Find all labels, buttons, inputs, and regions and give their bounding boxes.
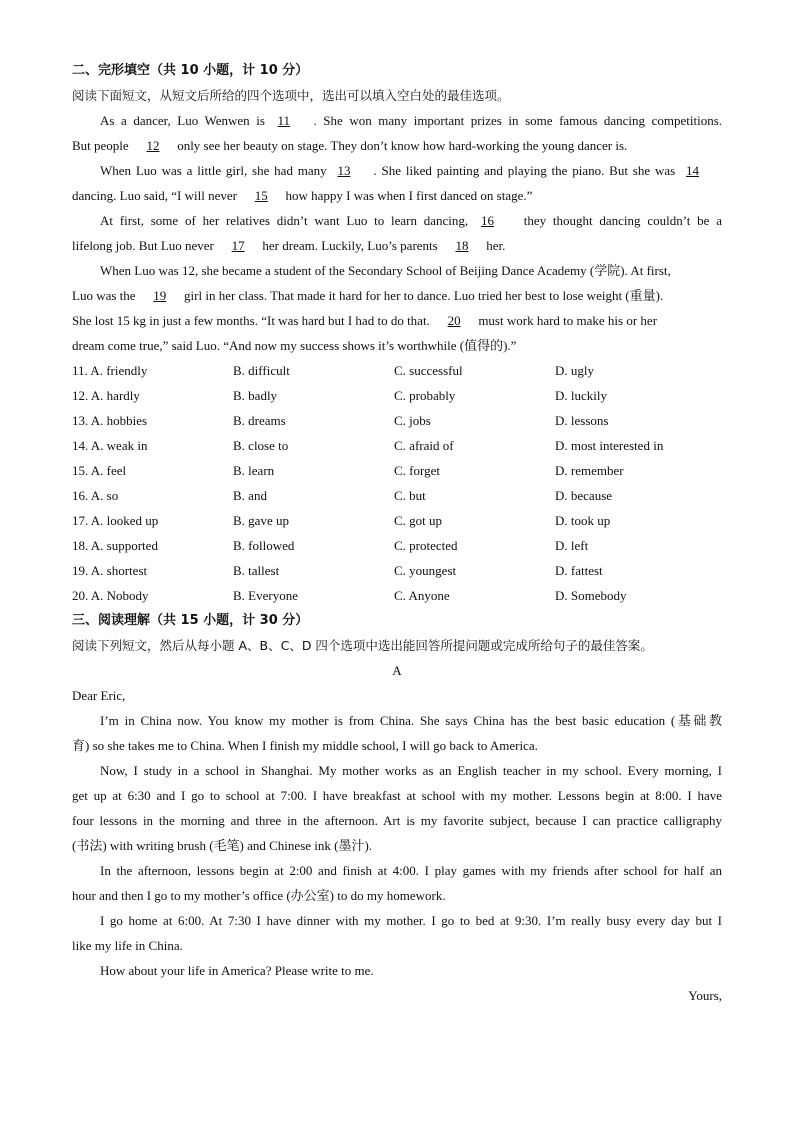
option-a: 13. A. hobbies <box>72 413 148 428</box>
option-a: 14. A. weak in <box>72 438 148 453</box>
option-row <box>72 558 722 583</box>
option-a: 11. A. friendly <box>72 363 148 378</box>
option-c: C. successful <box>394 363 463 378</box>
option-a: 17. A. looked up <box>72 513 159 528</box>
option-d: D. most interested in <box>555 438 664 453</box>
blank-19: 19 <box>153 288 167 303</box>
option-d: D. left <box>555 538 589 553</box>
option-b: B. followed <box>233 538 295 553</box>
option-d: D. luckily <box>555 388 607 403</box>
option-c: C. afraid of <box>394 438 454 453</box>
blank-18: 18 <box>455 238 469 253</box>
blank-17: 17 <box>231 238 245 253</box>
section2-heading: 二、完形填空（共 10 小题，计 10 分） <box>72 63 309 78</box>
letter-line: I go home at 6:00. At 7:30 I have dinner with my mother. I go to bed at 9:30. I’m really busy every day but I <box>100 913 722 928</box>
option-a: 20. A. Nobody <box>72 588 149 603</box>
letter-line: I’m in China now. You know my mother is from China. She says China has the best basic education (基础教 <box>100 713 722 728</box>
option-d: D. because <box>555 488 613 503</box>
option-row <box>72 483 722 508</box>
option-c: C. got up <box>394 513 443 528</box>
option-row <box>72 583 722 608</box>
option-b: B. tallest <box>233 563 280 578</box>
option-c: C. probably <box>394 388 456 403</box>
letter-line: Now, I study in a school in Shanghai. My mother works as an English teacher in my school. Every morning, I <box>100 763 722 778</box>
option-d: D. remember <box>555 463 624 478</box>
section3-instruction: 阅读下列短文，然后从每小题 A、B、C、D 四个选项中选出能回答所提问题或完成所给句子的最佳答案。 <box>72 638 653 653</box>
option-d: D. fattest <box>555 563 603 578</box>
option-b: B. badly <box>233 388 278 403</box>
option-a: 15. A. feel <box>72 463 127 478</box>
option-a: 19. A. shortest <box>72 563 148 578</box>
option-c: C. jobs <box>394 413 431 428</box>
letter-line: 育) so she takes me to China. When I finish my middle school, I will go back to America. <box>72 738 538 753</box>
option-b: B. Everyone <box>233 588 298 603</box>
passage-line: dancing. Luo said, “I will never 15 how happy I was when I first danced on stage.” <box>72 183 722 208</box>
letter-line: get up at 6:30 and I go to school at 7:00. I have breakfast at school with my mother. Lessons begin at 8:00. I have <box>72 788 722 803</box>
passage-line: At first, some of her relatives didn’t want Luo to learn dancing, 16 they thought dancing couldn’t be a <box>72 208 722 233</box>
option-c: C. protected <box>394 538 458 553</box>
option-d: D. took up <box>555 513 611 528</box>
section3-heading: 三、阅读理解（共 15 小题，计 30 分） <box>72 613 309 628</box>
section2-instruction: 阅读下面短文，从短文后所给的四个选项中，选出可以填入空白处的最佳选项。 <box>72 88 510 103</box>
option-c: C. forget <box>394 463 440 478</box>
blank-20: 20 <box>447 313 461 328</box>
passage-line: When Luo was 12, she became a student of the Secondary School of Beijing Dance Academy (学院). At first, <box>100 263 671 278</box>
option-row <box>72 408 722 433</box>
letter-line: four lessons in the morning and three in the afternoon. Art is my favorite subject, because I can practice calligraphy <box>72 813 722 828</box>
blank-15: 15 <box>254 188 268 203</box>
option-d: D. lessons <box>555 413 609 428</box>
option-a: 16. A. so <box>72 488 119 503</box>
option-row <box>72 458 722 483</box>
option-row <box>72 383 722 408</box>
option-d: D. ugly <box>555 363 594 378</box>
option-b: B. and <box>233 488 267 503</box>
letter-line: hour and then I go to my mother’s office (办公室) to do my homework. <box>72 888 446 903</box>
letter-line: In the afternoon, lessons begin at 2:00 and finish at 4:00. I play games with my friends after school for half an <box>100 863 722 878</box>
option-b: B. learn <box>233 463 275 478</box>
letter-line: like my life in China. <box>72 938 183 953</box>
blank-11: 11 <box>277 113 290 128</box>
options-list <box>72 358 722 608</box>
option-row <box>72 358 722 383</box>
option-c: C. but <box>394 488 426 503</box>
blank-13: 13 <box>337 163 351 178</box>
option-d: D. Somebody <box>555 588 627 603</box>
passage-line: As a dancer, Luo Wenwen is 11 . She won many important prizes in some famous dancing competitions. <box>72 108 722 133</box>
option-row <box>72 433 722 458</box>
option-c: C. youngest <box>394 563 457 578</box>
exam-page <box>72 58 722 1008</box>
option-c: C. Anyone <box>394 588 450 603</box>
passage-line: She lost 15 kg in just a few months. “It was hard but I had to do that. 20 must work hard to make his or her <box>72 308 722 333</box>
option-b: B. close to <box>233 438 289 453</box>
option-b: B. difficult <box>233 363 290 378</box>
blank-16: 16 <box>480 213 494 228</box>
blank-12: 12 <box>146 138 160 153</box>
letter-line: How about your life in America? Please write to me. <box>100 963 374 978</box>
option-row <box>72 508 722 533</box>
letter-closing: Yours, <box>688 988 722 1003</box>
option-row <box>72 533 722 558</box>
passage-line: dream come true,” said Luo. “And now my success shows it’s worthwhile (值得的).” <box>72 338 517 353</box>
letter-greeting: Dear Eric, <box>72 688 126 703</box>
passage-line: lifelong job. But Luo never 17 her dream. Luckily, Luo’s parents 18 her. <box>72 233 722 258</box>
option-a: 18. A. supported <box>72 538 158 553</box>
passage-label: A <box>392 663 402 678</box>
option-b: B. dreams <box>233 413 286 428</box>
option-b: B. gave up <box>233 513 289 528</box>
letter-line: (书法) with writing brush (毛笔) and Chinese ink (墨汁). <box>72 838 373 853</box>
passage-line: When Luo was a little girl, she had many 13 . She liked painting and playing the piano. But she was 14 <box>72 158 722 183</box>
passage-line: Luo was the 19 girl in her class. That made it hard for her to dance. Luo tried her best to lose weight (重量). <box>72 283 722 308</box>
passage-line: But people 12 only see her beauty on stage. They don’t know how hard-working the young dancer is. <box>72 133 722 158</box>
option-a: 12. A. hardly <box>72 388 140 403</box>
blank-14: 14 <box>686 163 699 178</box>
